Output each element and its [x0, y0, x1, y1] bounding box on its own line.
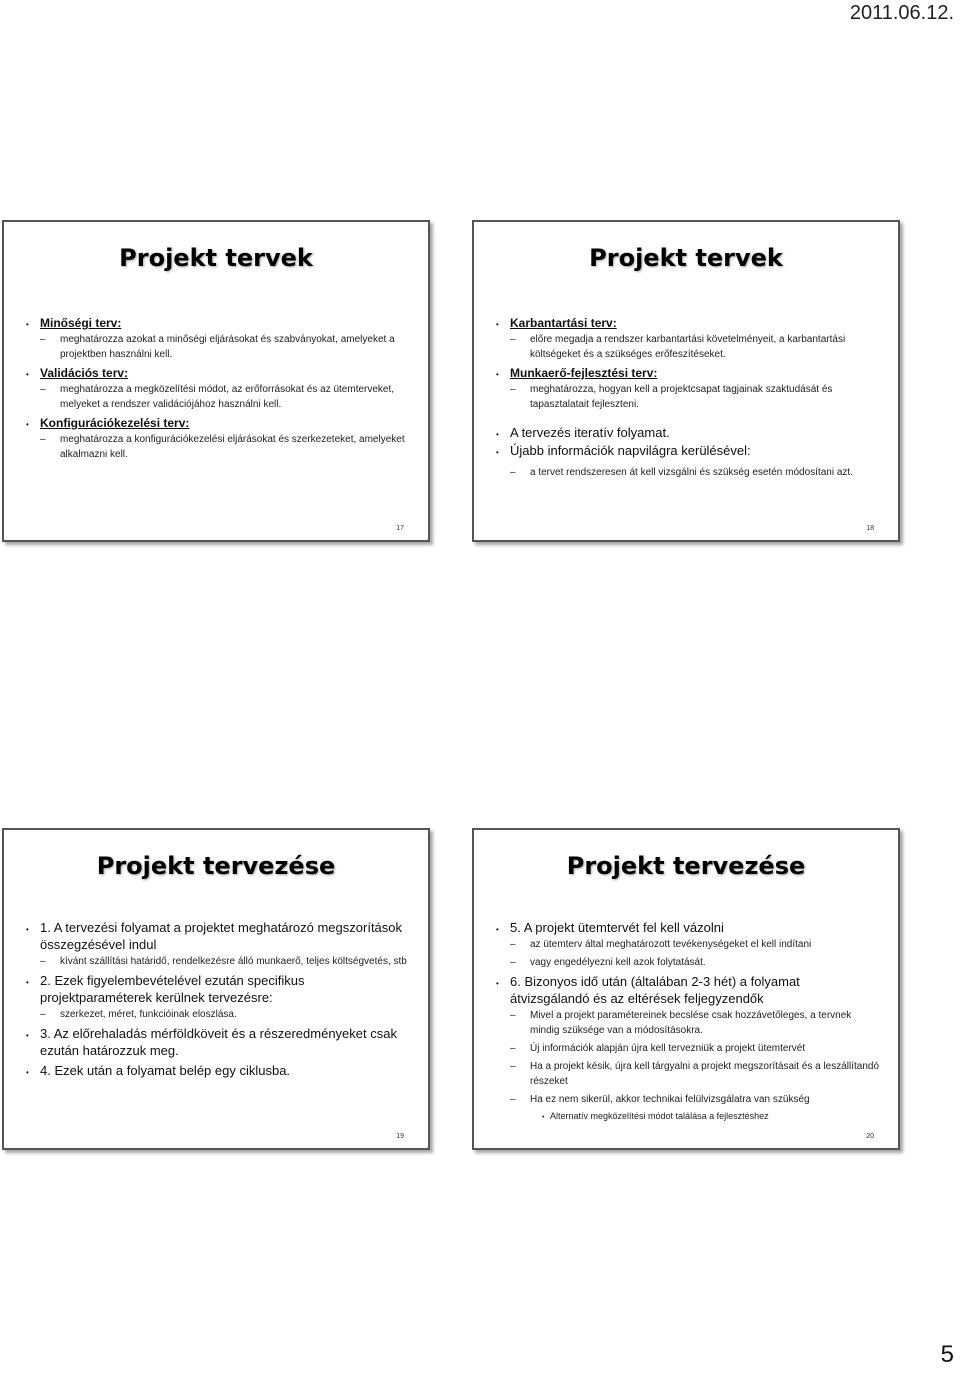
spacer — [494, 415, 880, 423]
dash-icon: – — [510, 384, 516, 395]
page-number: 5 — [940, 1341, 954, 1368]
item-text: 1. A tervezési folyamat a projektet meghatározó megszorítások összegzésével indul — [40, 920, 403, 952]
list-item — [494, 315, 880, 331]
sub-item-text: szerkezet, méret, funkcióinak eloszlása. — [60, 1009, 237, 1020]
list-item — [24, 365, 410, 381]
slide-title: Projekt tervezése — [566, 852, 806, 880]
list-item — [24, 1062, 410, 1079]
dash-icon: – — [510, 467, 516, 478]
sub-item-text: Ha a projekt késik, újra kell tárgyalni a projekt megszorításait és a leszállítandó részeket — [530, 1061, 880, 1087]
bullet-icon: • — [496, 320, 499, 329]
sub-item — [494, 332, 880, 362]
dash-icon: – — [40, 334, 46, 345]
bullet-icon: • — [26, 1031, 29, 1040]
bullet-icon: • — [542, 1114, 545, 1121]
slide-body — [24, 314, 410, 465]
sub-item-text: meghatározza azokat a minőségi eljárásokat és szabványokat, amelyeket a projektben használni kell. — [60, 334, 395, 360]
slide-number: 17 — [396, 525, 404, 532]
print-date: 2011.06.12. — [849, 2, 954, 24]
list-item — [494, 973, 880, 1007]
sub-item — [494, 937, 880, 952]
sub-item-text: a tervet rendszeresen át kell vizsgálni és szükség esetén módosítani azt. — [530, 467, 853, 478]
slide-number: 20 — [866, 1133, 874, 1140]
sub-item-text: meghatározza a megközelítési módot, az erőforrásokat és az ütemterveket, melyeket a rendszer validációjához használni kell. — [60, 384, 395, 410]
sub-item-text: Új információk alapján újra kell tervezniük a projekt ütemtervét — [530, 1043, 806, 1054]
slide-18 — [472, 220, 900, 542]
sub-item — [24, 954, 410, 969]
sub-item — [494, 1092, 880, 1107]
item-text: A tervezés iteratív folyamat. — [510, 425, 670, 440]
list-item — [24, 919, 410, 953]
dash-icon: – — [510, 957, 516, 968]
item-heading: Karbantartási terv: — [510, 316, 617, 330]
sub-sub-item-text: Alternatív megközelítési módot találása a fejlesztéshez — [550, 1111, 769, 1121]
bullet-icon: • — [496, 979, 499, 988]
sub-item-text: előre megadja a rendszer karbantartási követelményeit, a karbantartási költségeket és a szükséges erőfeszítéseket. — [530, 334, 846, 360]
bullet-icon: • — [496, 430, 499, 439]
dash-icon: – — [510, 939, 516, 950]
bullet-icon: • — [496, 370, 499, 379]
list-item — [24, 1025, 410, 1059]
item-text: 2. Ezek figyelembevételével ezután specifikus projektparaméterek kerülnek tervezésre: — [40, 973, 305, 1005]
slide-number: 19 — [396, 1133, 404, 1140]
bullet-icon: • — [496, 925, 499, 934]
sub-item — [24, 332, 410, 362]
dash-icon: – — [40, 384, 46, 395]
sub-item — [494, 465, 880, 480]
sub-item — [494, 955, 880, 970]
sub-item — [494, 1041, 880, 1056]
item-text: 5. A projekt ütemtervét fel kell vázolni — [510, 920, 724, 935]
sub-item — [494, 1008, 880, 1038]
list-item — [24, 315, 410, 331]
slide-number: 18 — [866, 525, 874, 532]
dash-icon: – — [510, 1094, 516, 1105]
dash-icon: – — [510, 1061, 516, 1072]
slide-17 — [2, 220, 430, 542]
sub-item — [494, 382, 880, 412]
item-text: 4. Ezek után a folyamat belép egy ciklusba. — [40, 1063, 291, 1078]
item-text: 3. Az előrehaladás mérföldköveit és a részeredményeket csak ezután határozzuk meg. — [40, 1026, 397, 1058]
sub-item-text: Mivel a projekt paramétereinek becslése csak hozzávetőleges, a tervnek mindig szüksége van a módosításokra. — [530, 1010, 852, 1036]
dash-icon: – — [510, 1043, 516, 1054]
item-heading: Minőségi terv: — [40, 316, 122, 330]
bullet-icon: • — [496, 448, 499, 457]
sub-item-text: vagy engedélyezni kell azok folytatását. — [530, 957, 706, 968]
item-heading: Validációs terv: — [40, 366, 129, 380]
list-item — [24, 972, 410, 1006]
dash-icon: – — [510, 1010, 516, 1021]
slide-body — [494, 314, 880, 483]
sub-item-text: az ütemterv által meghatározott tevékenységeket el kell indítani — [530, 939, 812, 950]
item-heading: Konfigurációkezelési terv: — [40, 416, 190, 430]
dash-icon: – — [40, 1009, 46, 1020]
sub-item-text: meghatározza a konfigurációkezelési eljárásokat és szerkezeteket, amelyeket alkalmazni kell. — [60, 434, 405, 460]
sub-item-text: Ha ez nem sikerül, akkor technikai felülvizsgálatra van szükség — [530, 1094, 810, 1105]
list-item — [494, 919, 880, 936]
sub-item-text: kívánt szállítási határidő, rendelkezésre álló munkaerő, teljes költségvetés, stb — [60, 956, 407, 967]
sub-sub-item — [494, 1110, 880, 1123]
bullet-icon: • — [26, 925, 29, 934]
list-item — [494, 442, 880, 459]
slide-body — [494, 918, 880, 1125]
item-text: Újabb információk napvilágra kerülésével: — [510, 443, 751, 458]
sub-item — [494, 1059, 880, 1089]
bullet-icon: • — [26, 978, 29, 987]
dash-icon: – — [510, 334, 516, 345]
slide-title: Projekt tervek — [119, 244, 313, 272]
slide-19 — [2, 828, 430, 1150]
slide-title: Projekt tervek — [589, 244, 783, 272]
list-item — [494, 424, 880, 441]
list-item — [24, 415, 410, 431]
bullet-icon: • — [26, 370, 29, 379]
bullet-icon: • — [26, 420, 29, 429]
bullet-icon: • — [26, 1068, 29, 1077]
dash-icon: – — [40, 956, 46, 967]
sub-item — [24, 382, 410, 412]
slide-body — [24, 918, 410, 1079]
sub-item — [24, 432, 410, 462]
slide-title: Projekt tervezése — [96, 852, 336, 880]
item-heading: Munkaerő-fejlesztési terv: — [510, 366, 658, 380]
dash-icon: – — [40, 434, 46, 445]
item-text: 6. Bizonyos idő után (általában 2-3 hét) a folyamat átvizsgálandó és az eltérések feljegyzendők — [510, 974, 800, 1006]
bullet-icon: • — [26, 320, 29, 329]
sub-item-text: meghatározza, hogyan kell a projektcsapat tagjainak szaktudását és tapasztalatait fejleszteni. — [530, 384, 833, 410]
slide-20 — [472, 828, 900, 1150]
sub-item — [24, 1007, 410, 1022]
list-item — [494, 365, 880, 381]
